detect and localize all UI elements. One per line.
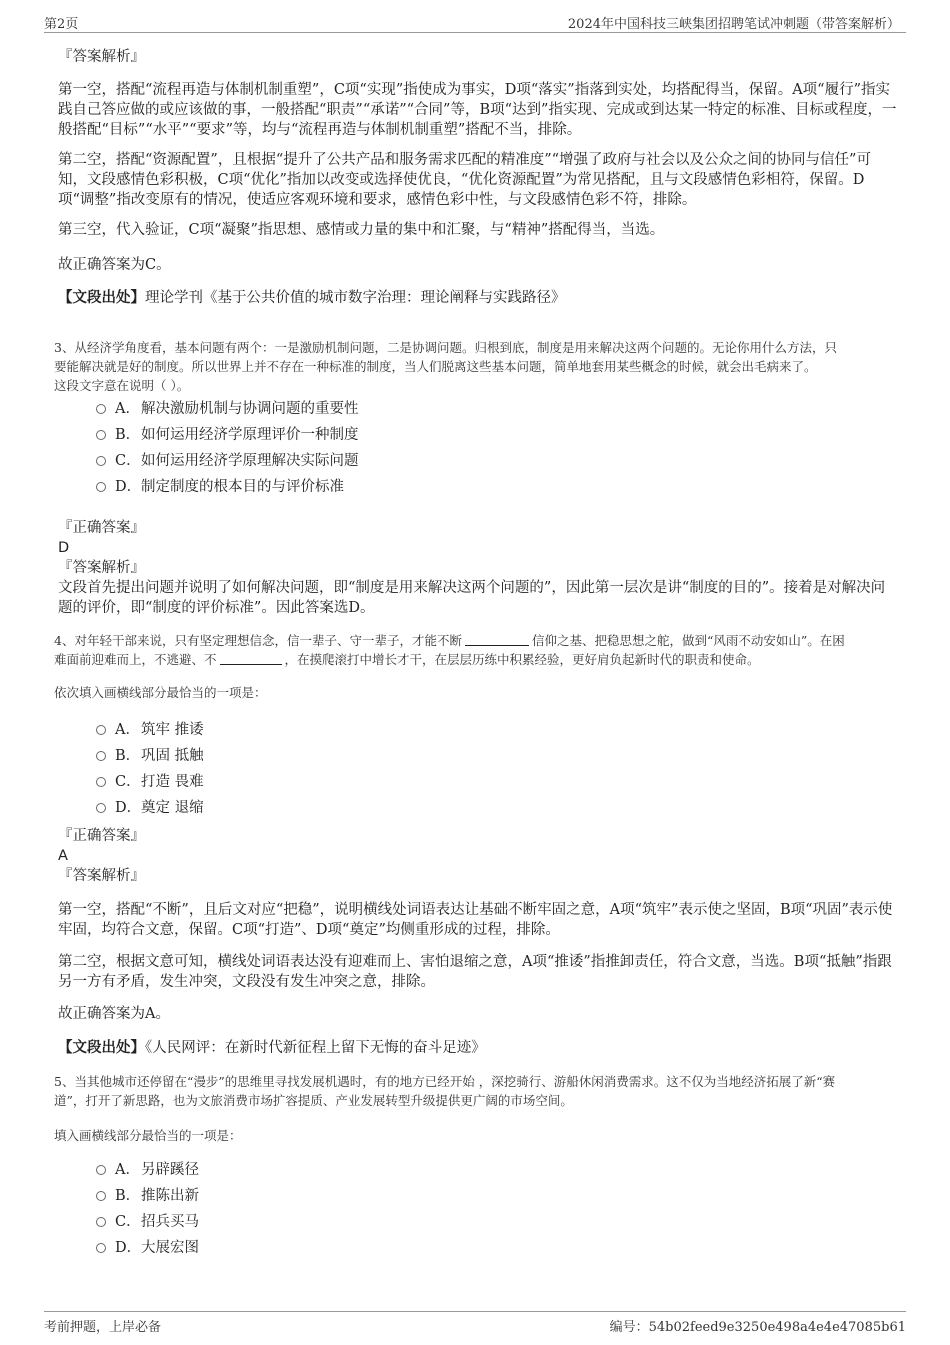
option-key: B． bbox=[115, 1188, 141, 1204]
q4-option-d[interactable] bbox=[96, 798, 204, 818]
page-footer bbox=[44, 1311, 906, 1336]
radio-icon[interactable] bbox=[96, 1191, 106, 1201]
option-text: 制定制度的根本目的与评价标准 bbox=[141, 479, 344, 495]
q5-stem-line1: 5、当其他城市还停留在“漫步”的思维里寻找发展机遇时，有的地方已经开始 ，深挖骑行、游船休闲消费需求。这不仅为当地经济拓展了新“赛 bbox=[54, 1074, 836, 1089]
q5-option-d[interactable] bbox=[96, 1238, 199, 1258]
q2-source-label: 【文段出处】 bbox=[58, 289, 145, 306]
q3-answer-label: 『正确答案』 bbox=[58, 520, 145, 536]
radio-icon[interactable] bbox=[96, 482, 106, 492]
radio-icon[interactable] bbox=[96, 803, 106, 813]
option-key: C． bbox=[115, 774, 141, 790]
q2-analysis-p3: 第三空，代入验证，C项“凝聚”指思想、感情或力量的集中和汇聚，与“精神”搭配得当，当选。 bbox=[58, 222, 665, 238]
radio-icon[interactable] bbox=[96, 1217, 106, 1227]
q4-source-text: 《人民网评：在新时代新征程上留下无悔的奋斗足迹》 bbox=[145, 1040, 486, 1056]
q4-conclusion: 故正确答案为A。 bbox=[58, 1006, 170, 1022]
option-text: 解决激励机制与协调问题的重要性 bbox=[141, 401, 359, 417]
q3-option-d[interactable] bbox=[96, 477, 344, 497]
q3-stem-line2: 要能解决就是好的制度。所以世界上并不存在一种标准的制度，当人们脱离这些基本问题，简单地套用某些概念的时候，就会出毛病来了。 bbox=[54, 359, 817, 374]
option-key: D． bbox=[115, 1240, 142, 1256]
q3-stem bbox=[54, 338, 904, 395]
q4-analysis-p2: 第二空，根据文意可知，横线处词语表达没有迎难而上、害怕退缩之意，A项“推诿”指推卸责任，符合文意，当选。B项“抵触”指跟另一方有矛盾，发生冲突，文段没有发生冲突之意，排除。 bbox=[58, 954, 892, 990]
q2-analysis-p1: 第一空，搭配“流程再造与体制机制重塑”，C项“实现”指使成为事实，D项“落实”指落到实处，均搭配得当，保留。A项“履行”指实践自己答应做的或应该做的事，一般搭配“职责”“承诺”“合同”等，B项“达到”指实现、完成或到达某一特定的标准、目标或程度，一般搭配“目标”“水平”“要求”等，均与“流程再造与体制机制重塑”搭配不当，排除。 bbox=[58, 82, 897, 138]
q5-prompt: 填入画横线部分最恰当的一项是： bbox=[54, 1128, 242, 1143]
radio-icon[interactable] bbox=[96, 1165, 106, 1175]
option-key: A． bbox=[115, 1162, 140, 1178]
q3-option-b[interactable] bbox=[96, 425, 359, 445]
footer-slogan: 考前押题，上岸必备 bbox=[44, 1320, 162, 1335]
q4-answer: A bbox=[58, 848, 68, 864]
option-text: 大展宏图 bbox=[141, 1240, 199, 1256]
option-text: 另辟蹊径 bbox=[141, 1162, 199, 1178]
q4-source-label: 【文段出处】 bbox=[58, 1039, 145, 1056]
q4-analysis-label: 『答案解析』 bbox=[58, 868, 145, 884]
radio-icon[interactable] bbox=[96, 430, 106, 440]
q4-stem-part4: ，在摸爬滚打中增长才干，在层层历练中积累经验，更好肩负起新时代的职责和使命。 bbox=[284, 652, 760, 667]
q5-option-b[interactable] bbox=[96, 1186, 199, 1206]
document-id: 编号：54b02feed9e3250e498a4e4e47085b61 bbox=[609, 1320, 906, 1335]
q2-source-text: 理论学刊《基于公共价值的城市数字治理：理论阐释与实践路径》 bbox=[145, 290, 566, 306]
q3-option-a[interactable] bbox=[96, 399, 359, 419]
q4-source bbox=[58, 1038, 898, 1058]
option-text: 筑牢 推诿 bbox=[141, 722, 204, 738]
option-key: C． bbox=[115, 1214, 141, 1230]
q2-analysis-p2: 第二空，搭配“资源配置”，且根据“提升了公共产品和服务需求匹配的精准度”“增强了政府与社会以及公众之间的协同与信任”可知，文段感情色彩积极，C项“优化”指加以改变或选择使优良，“优化资源配置”为常见搭配，且与文段感情色彩相符，保留。D项“调整”指改变原有的情况，使适应客观环境和要求，感情色彩中性，与文段感情色彩不符，排除。 bbox=[58, 152, 871, 208]
q3-option-c[interactable] bbox=[96, 451, 359, 471]
q4-option-a[interactable] bbox=[96, 720, 204, 740]
option-text: 奠定 退缩 bbox=[141, 800, 204, 816]
radio-icon[interactable] bbox=[96, 725, 106, 735]
q5-stem-line2: 道”，打开了新思路，也为文旅消费市场扩容提质、产业发展转型升级提供更广阔的市场空间。 bbox=[54, 1093, 573, 1108]
option-key: C． bbox=[115, 453, 141, 469]
radio-icon[interactable] bbox=[96, 777, 106, 787]
q3-analysis-label: 『答案解析』 bbox=[58, 560, 145, 576]
q2-conclusion: 故正确答案为C。 bbox=[58, 257, 171, 273]
q4-blank-2 bbox=[220, 651, 282, 665]
radio-icon[interactable] bbox=[96, 404, 106, 414]
radio-icon[interactable] bbox=[96, 1243, 106, 1253]
q4-option-c[interactable] bbox=[96, 772, 204, 792]
option-text: 招兵买马 bbox=[141, 1214, 199, 1230]
q4-stem-part2: 信仰之基、把稳思想之舵，做到“风雨不动安如山”。在困 bbox=[531, 633, 845, 648]
option-text: 推陈出新 bbox=[141, 1188, 199, 1204]
option-key: D． bbox=[115, 800, 142, 816]
q3-stem-line1: 3、从经济学角度看，基本问题有两个：一是激励机制问题，二是协调问题。归根到底，制度是用来解决这两个问题的。无论你用什么方法，只 bbox=[54, 340, 837, 355]
option-key: A． bbox=[115, 401, 140, 417]
option-text: 打造 畏难 bbox=[141, 774, 204, 790]
radio-icon[interactable] bbox=[96, 751, 106, 761]
q4-stem-part3: 难面前迎难而上，不逃避、不 bbox=[54, 652, 217, 667]
page-header bbox=[44, 10, 906, 33]
q4-answer-label: 『正确答案』 bbox=[58, 828, 145, 844]
page-number: 第2页 bbox=[44, 17, 79, 32]
option-text: 如何运用经济学原理解决实际问题 bbox=[141, 453, 359, 469]
q2-analysis-label: 『答案解析』 bbox=[58, 49, 145, 65]
q3-analysis: 文段首先提出问题并说明了如何解决问题，即“制度是用来解决这两个问题的”，因此第一层次是讲“制度的目的”。接着是对解决问题的评价，即“制度的评价标准”。因此答案选D。 bbox=[58, 580, 886, 616]
q3-answer: D bbox=[58, 540, 70, 556]
option-key: B． bbox=[115, 427, 141, 443]
option-text: 巩固 抵触 bbox=[141, 748, 204, 764]
q3-stem-line3: 这段文字意在说明（ ）。 bbox=[54, 378, 190, 393]
q4-analysis-p1: 第一空，搭配“不断”，且后文对应“把稳”，说明横线处词语表达让基础不断牢固之意，A项“筑牢”表示使之坚固，B项“巩固”表示使牢固，均符合文意，保留。C项“打造”、D项“奠定”均侧重形成的过程，排除。 bbox=[58, 902, 893, 938]
q4-stem-part1: 4、对年轻干部来说，只有坚定理想信念，信一辈子、守一辈子，才能不断 bbox=[54, 633, 462, 648]
option-text: 如何运用经济学原理评价一种制度 bbox=[141, 427, 359, 443]
option-key: D． bbox=[115, 479, 142, 495]
option-key: A． bbox=[115, 722, 140, 738]
document-title: 2024年中国科技三峡集团招聘笔试冲刺题（带答案解析） bbox=[567, 17, 900, 32]
q4-option-b[interactable] bbox=[96, 746, 204, 766]
q5-option-c[interactable] bbox=[96, 1212, 199, 1232]
q4-prompt: 依次填入画横线部分最恰当的一项是： bbox=[54, 685, 267, 700]
q4-stem bbox=[54, 631, 904, 669]
q4-blank-1 bbox=[465, 632, 529, 646]
q5-option-a[interactable] bbox=[96, 1160, 199, 1180]
q5-stem bbox=[54, 1072, 904, 1110]
option-key: B． bbox=[115, 748, 141, 764]
q2-source bbox=[58, 288, 898, 308]
radio-icon[interactable] bbox=[96, 456, 106, 466]
